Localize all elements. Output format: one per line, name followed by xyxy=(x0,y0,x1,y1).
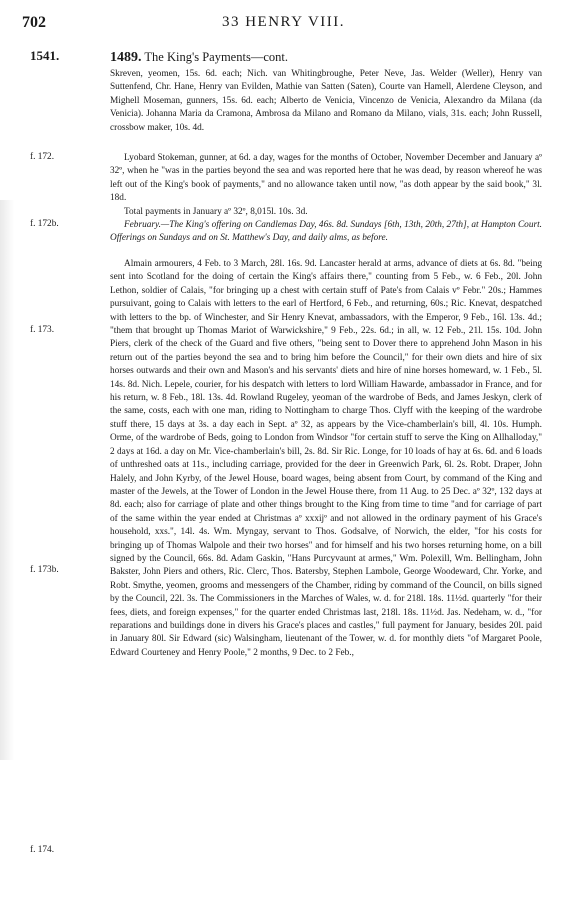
page-number: 702 xyxy=(22,14,46,31)
year-marker: 1541. xyxy=(30,48,60,63)
folio-ref-173b: f. 173b. xyxy=(30,565,59,575)
folio-ref-172: f. 172. xyxy=(30,152,55,162)
paragraph-2: Lyobard Stokeman, gunner, at 6d. a day, wages for the months of October, November December and January aº 32º, when he "was in the parties beyond the sea and was reported here that he was dead, by reason whereof he was left out of the King's book of payments," and no allowance taken until now, "as doth appear by the said book," 3l. 18d. xyxy=(110,153,542,204)
paragraph-5: Almain armourers, 4 Feb. to 3 March, 28l. 16s. 9d. Lancaster herald at arms, advance of diets at 6s. 8d. "being sent into Scotland for the doing of certain the King's affairs there," counting from 5 Feb., w. 6 Feb., 20l. John Lethon, soldier of Calais, "for bringing up a chest with certain stuff of Pate's from Calais vº Febr." 20s.; Hammes pursuivant, going to Calais with letters to the earl of Hertford, 6 Feb., and returning, 60s.; Ric. Knevat, despatched with letters to the bp. of Winchester, and Sir Henry Knevat, ambassadors, with the Emperor, 9 Feb., 16l. 13s. 4d.; "them that brought up Thomas Mariot of Warwickshire," 9 Feb., 22s. 6d.; in all, w. 12 Feb., 21l. 15s. 10d. John Piers, clerk of the check of the Guard and five others, "being sent to Dover there to apprehend John Mason in his return out of the parties beyond the sea and to bring him before the Council," for their own diets and hire of six horses outwards and their own and Mason's and his servants' diets and hire of nine horses homeward, w. 1 Feb., 5l. 14s. 8d. Nich. Lepele, courier, for his despatch with letters to lord William Hawarde, ambassador in France, and for his return, w. 8 Feb., 18l. 13s. 4d. Rowland Rugeley, yeoman of the wardrobe of Beds, and James Jeskyn, clerk of the same, costs, each with one man, riding to Nottingham to charge Thos. Clyff with the keeping of the wardrobe stuff there, 15 days at 3s. a day each in Sept. aº 32, as appears by the Vice-chamberlain's bill, 4l. 10s. Humph. Orme, of the wardrobe of Beds, going to London from Windsor "for certain stuff to serve the King on Allhalloday," 2 days at 16d. a day on Mr. Vice-chamberlain's bill, 2s. 8d. Sir Ric. Longe, for 10 loads of hay at 6s. 6d. and 6 loads of unthreshed oats at 11s., including carriage, provided for the deer in Greenwich Park, 6l. 2s. Robt. Draper, John Halely, and John Kyrby, of the Jewel House, board wages, being absent from Court, by command of the King and master of the Jewels, at the Tower of London in the Jewel House there, from 11 Aug. to 25 Dec. aº 32º, 132 days at 8d. each; also for carriage of plate and other things brought to the King from time to time "and for carriage of part of the same within the year ended at Christmas aº xxxijº and not allowed in the ordinary payment of his Grace's household, xxs.", 14l. 4s. Wm. Myngay, servant to Thos. Godsalve, of Norwich, the elder, "for his costs for bringing up of Thomas Walpole and their two horses" and for himself and his two horses returning home, on a bill signed by the Council, 66s. 8d. Adam Gaskin, "Hans Purcyvaunt at armes," Wm. Polexill, Wm. Bellingham, John Bakster, John Piers and others, Ric. Clerc, Thos. Batersby, Stephen Lambole, George Woodeward, Chr. Yorke, and Robt. Smythe, yeomen, grooms and messengers of the Chamber, riding by command of the Council, on bills signed by the Council, 22l. 3s. The Commissioners in the Marches of Wales, w. d. for 218l. 18s. 11½d. quarterly "for their fees, diets, and foreign expenses," for the quarter ended Christmas last, 218l. 18s. 11½d. Jas. Nedeham, w. d., "for reparations and buildings done in divers his Grace's places and castles," full payment for January, besides 20l. paid in January 80l. Sir Edward (sic) Walsingham, lieutenant of the Tower, w. d. for monthly diets "of Margaret Poole, Edward Courteney and Henry Poole," 2 months, 9 Dec. to 2 Feb., xyxy=(110,259,542,658)
page-header xyxy=(22,12,545,34)
page-edge-shadow xyxy=(0,200,14,760)
folio-ref-173: f. 173. xyxy=(30,325,55,335)
running-title: 33 HENRY VIII. xyxy=(221,14,346,30)
paragraph-4: February.—The King's offering on Candlemas Day, 46s. 8d. Sundays [6th, 13th, 20th, 27th], at Hampton Court. Offerings on Sundays and on St. Matthew's Day, and daily alms, as before. xyxy=(110,220,542,244)
paragraph-3: Total payments in January aº 32º, 8,015l. 10s. 3d. xyxy=(124,207,308,217)
folio-ref-172b: f. 172b. xyxy=(30,219,59,229)
entry-number: 1489. xyxy=(110,50,142,65)
entry-heading xyxy=(110,50,542,66)
paragraph-1: Skreven, yeomen, 15s. 6d. each; Nich. van Whitingbroughe, Peter Neve, Jas. Welder (Weller), Henry van Suttenfend, Chr. Hane, Henry van Evilden, Mathie van Satten (Saten), Courte van Hamell, Alerdene Cleyson, and Mighell Moseman, gunners, 15s. 6d. each; Alberto de Venicia, Vincenzo de Venicia, Alexandro da Milana (da Venicia). Johanna Maria da Cramona, Ambrosa da Milano and Romano da Milano, vials, 31s. each; John Russell, crossbow maker, 10s. 4d. xyxy=(110,69,542,133)
entry-title: The King's Payments—cont. xyxy=(144,50,288,64)
folio-ref-174: f. 174. xyxy=(30,845,55,855)
